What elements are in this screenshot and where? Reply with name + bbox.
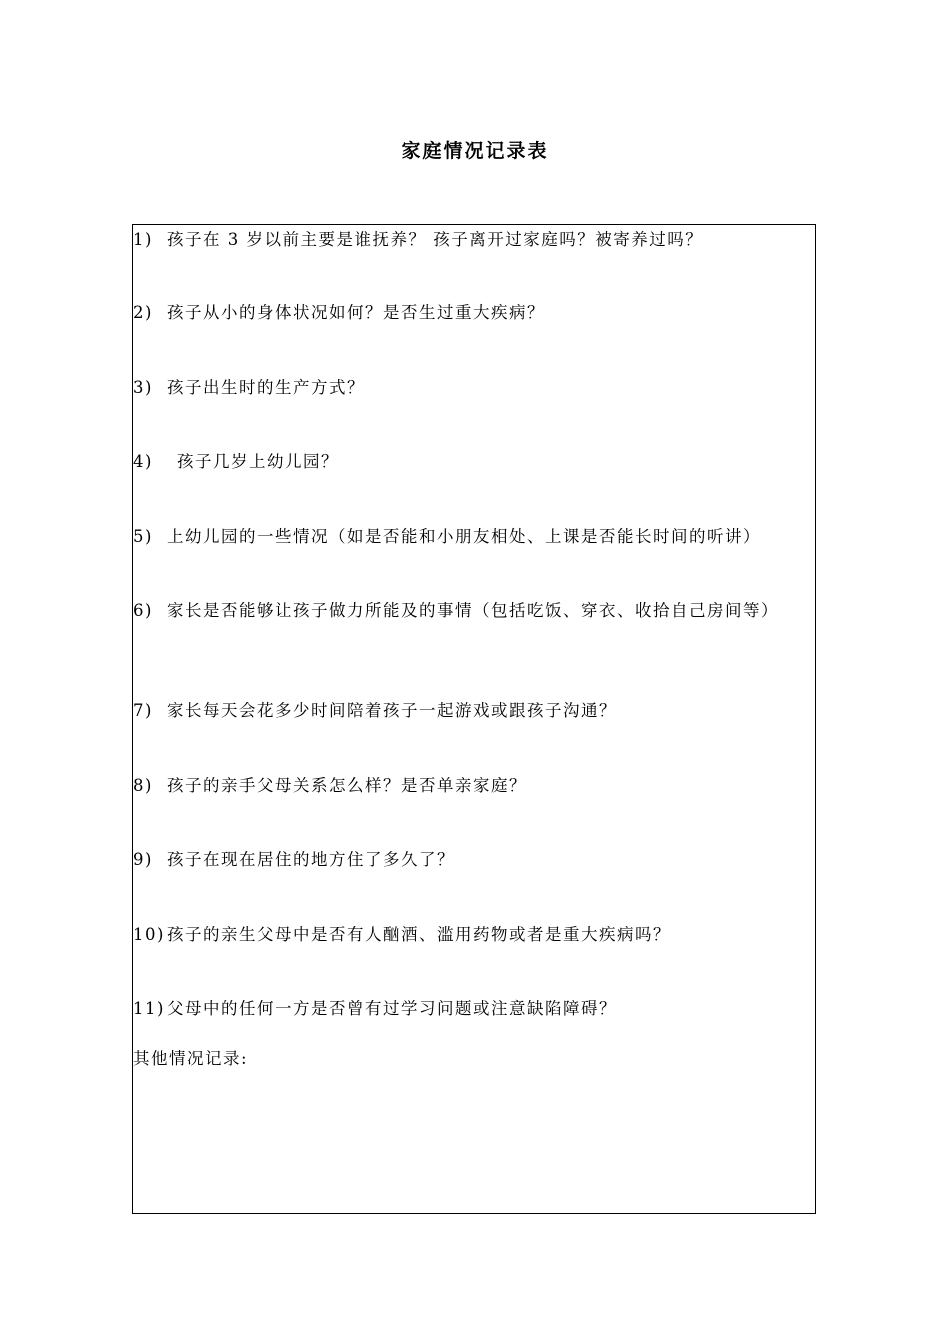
question-text: 父母中的任何一方是否曾有过学习问题或注意缺陷障碍？ <box>167 999 617 1018</box>
question-text: 孩子在 3 岁以前主要是谁抚养？ 孩子离开过家庭吗？被寄养过吗？ <box>167 230 704 249</box>
question-text: 孩子几岁上幼儿园？ <box>177 452 339 471</box>
question-7 <box>133 698 817 724</box>
record-form-box <box>132 224 816 1214</box>
question-text: 孩子出生时的生产方式？ <box>167 378 365 397</box>
question-text: 家长是否能够让孩子做力所能及的事情（包括吃饭、穿衣、收拾自己房间等） <box>167 601 779 620</box>
question-3 <box>133 375 817 401</box>
question-text: 孩子从小的身体状况如何？是否生过重大疾病？ <box>167 303 545 322</box>
question-2 <box>133 300 817 326</box>
question-number: 10) <box>133 925 165 944</box>
question-number: 11) <box>133 999 165 1018</box>
question-8 <box>133 773 817 799</box>
question-11 <box>133 996 817 1022</box>
question-1 <box>133 227 817 253</box>
question-number: 7) <box>133 701 153 720</box>
question-text: 孩子的亲手父母关系怎么样？是否单亲家庭？ <box>167 776 527 795</box>
question-9 <box>133 847 817 873</box>
question-number: 6) <box>133 601 153 620</box>
question-number: 1) <box>133 230 153 249</box>
question-number: 5) <box>133 527 153 546</box>
question-10 <box>133 922 817 948</box>
question-5 <box>133 524 817 550</box>
page-title: 家庭情况记录表 <box>401 140 549 162</box>
other-notes-label: 其他情况记录: <box>133 1049 249 1068</box>
question-text: 上幼儿园的一些情况（如是否能和小朋友相处、上课是否能长时间的听讲） <box>167 527 761 546</box>
question-text: 孩子在现在居住的地方住了多久了？ <box>167 850 455 869</box>
question-6 <box>133 598 817 624</box>
question-number: 2) <box>133 303 153 322</box>
question-number: 4) <box>133 452 153 471</box>
question-number: 8) <box>133 776 153 795</box>
question-number: 3) <box>133 378 153 397</box>
question-number: 9) <box>133 850 153 869</box>
question-4 <box>133 449 817 475</box>
question-text: 孩子的亲生父母中是否有人酗酒、滥用药物或者是重大疾病吗？ <box>167 925 671 944</box>
question-text: 家长每天会花多少时间陪着孩子一起游戏或跟孩子沟通？ <box>167 701 617 720</box>
